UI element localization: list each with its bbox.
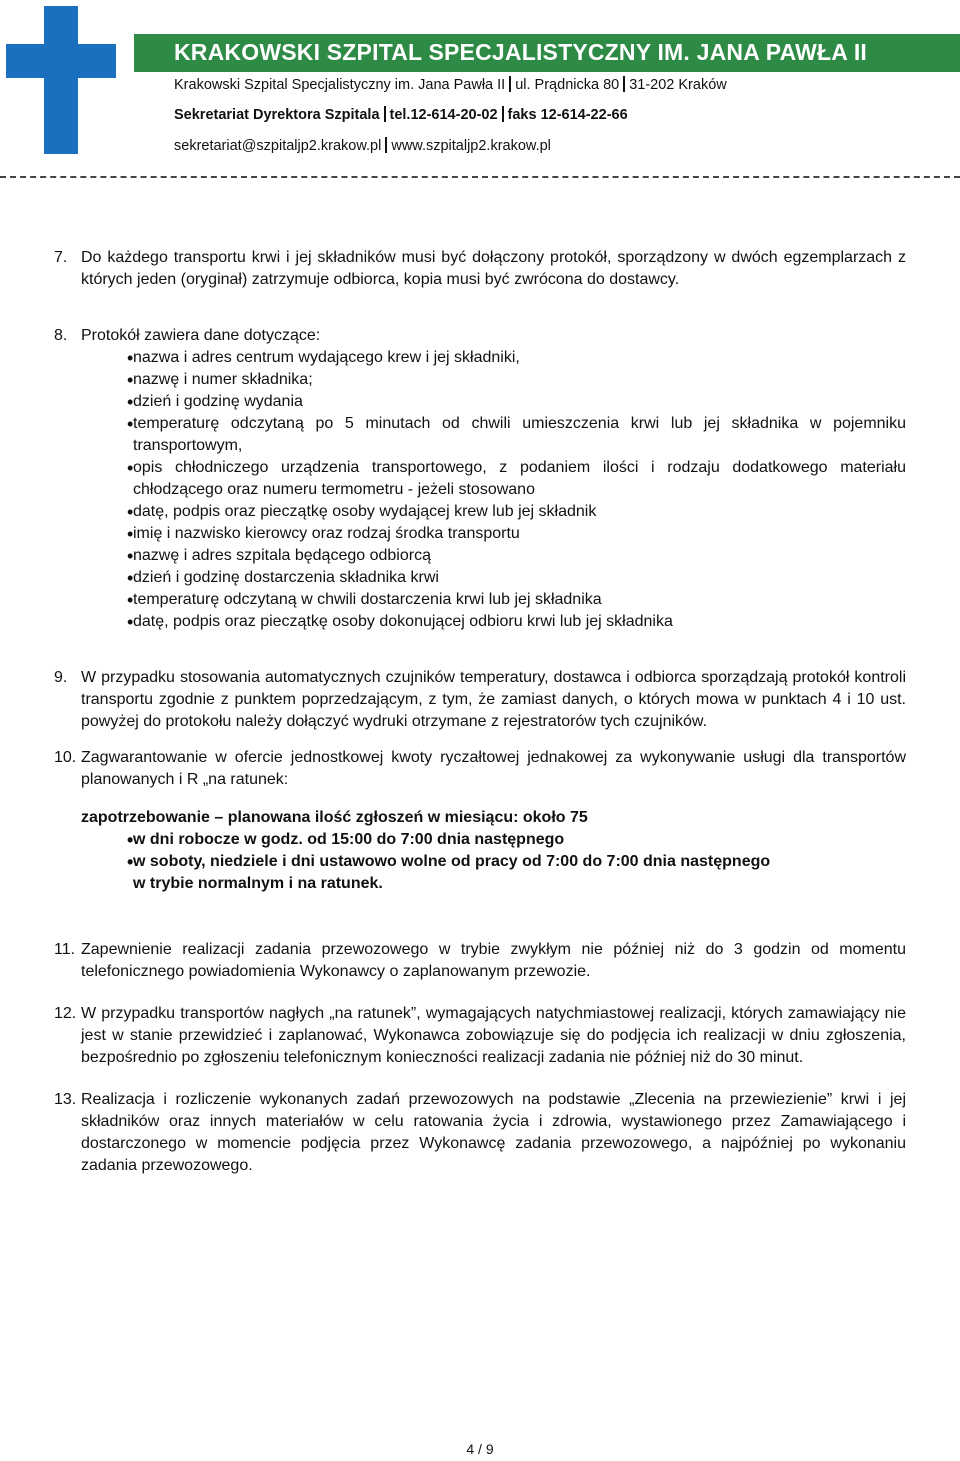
item-text: Zapewnienie realizacji zadania przewozowego w trybie zwykłym nie później niż do 3 godzin od momentu telefonicznego powiadomienia Wykonawcy o zaplanowanym przewozie. (81, 941, 906, 980)
contact-line (174, 106, 628, 123)
list-item: • datę, podpis oraz pieczątkę osoby wydającej krew lub jej składnik (54, 501, 906, 523)
list-item-9 (54, 667, 906, 733)
list-item: • nazwę i numer składnika; (54, 369, 906, 391)
web-line (174, 137, 551, 154)
list-item-10 (54, 747, 906, 895)
document-body (54, 247, 906, 1177)
list-item: • dzień i godzinę dostarczenia składnika krwi (54, 567, 906, 589)
item-number: 10. (54, 749, 77, 766)
item-number: 7. (54, 249, 68, 266)
list-item: • w dni robocze w godz. od 15:00 do 7:00 dnia następnego (54, 829, 906, 851)
schedule-list (81, 829, 906, 873)
demand-summary: zapotrzebowanie – planowana ilość zgłoszeń w miesiącu: około 75 (81, 809, 588, 826)
list-item-7 (54, 247, 906, 291)
list-item: • opis chłodniczego urządzenia transportowego, z podaniem ilości i rodzaju dodatkowego materiału chłodzącego oraz numeru termometru - jeżeli stosowano (54, 457, 906, 501)
list-item-11 (54, 939, 906, 983)
address-line (174, 76, 727, 93)
contact-part: tel.12-614-20-02 (389, 107, 498, 123)
mode-note: w trybie normalnym i na ratunek. (133, 875, 383, 892)
item-text: Protokół zawiera dane dotyczące: (81, 327, 321, 344)
list-item: • temperaturę odczytaną po 5 minutach od chwili umieszczenia krwi lub jej składnika w pojemniku transportowym, (54, 413, 906, 457)
list-item: • datę, podpis oraz pieczątkę osoby dokonującej odbioru krwi lub jej składnika (54, 611, 906, 633)
item-text: Realizacja i rozliczenie wykonanych zadań przewozowych na podstawie „Zlecenia na przewiezienie” krwi i jej składników oraz innych materiałów w celu ratowania życia i zdrowia, wystawionego przez Zamawiającego i dostarczonego w momencie podjęcia przez Wykonawcę zadania przewozowego, a najpóźniej po wykonaniu zadania przewozowego. (81, 1091, 906, 1174)
address-part: 31-202 Kraków (629, 77, 727, 93)
letterhead (0, 0, 960, 185)
list-item: • nazwę i adres szpitala będącego odbiorcą (54, 545, 906, 567)
list-item: • temperaturę odczytaną w chwili dostarczenia krwi lub jej składnika (54, 589, 906, 611)
header-divider (0, 176, 960, 178)
protocol-data-list (81, 347, 906, 633)
list-item-13 (54, 1089, 906, 1177)
item-text: W przypadku stosowania automatycznych czujników temperatury, dostawca i odbiorca sporządzają protokół kontroli transportu zgodnie z punktem poprzedzającym, z tym, że zamiast danych, o których mowa w punktach 4 i 10 ust. powyżej do protokołu należy dołączyć wydruki otrzymane z rejestratorów tych czujników. (81, 669, 906, 730)
list-item: • w soboty, niedziele i dni ustawowo wolne od pracy od 7:00 do 7:00 dnia następnego (54, 851, 906, 873)
hospital-cross-logo (6, 6, 116, 154)
item-number: 11. (54, 941, 76, 958)
address-part: ul. Prądnicka 80 (515, 77, 620, 93)
hospital-name: KRAKOWSKI SZPITAL SPECJALISTYCZNY IM. JANA PAWŁA II (174, 39, 868, 65)
website-link[interactable]: www.szpitaljp2.krakow.pl (391, 138, 551, 154)
list-item: • dzień i godzinę wydania (54, 391, 906, 413)
item-number: 13. (54, 1091, 77, 1108)
item-text: W przypadku transportów nagłych „na ratunek”, wymagających natychmiastowej realizacji, których zamawiający nie jest w stanie przewidzieć i zaplanować, Wykonawca zobowiązuje się do podjęcia ich realizacji w dniu zgłoszenia, bezpośrednio po zgłoszeniu telefonicznym konieczności realizacji zadania nie później niż do 30 minut. (81, 1005, 906, 1066)
list-item: • imię i nazwisko kierowcy oraz rodzaj środka transportu (54, 523, 906, 545)
list-item: • nazwa i adres centrum wydającego krew i jej składniki, (54, 347, 906, 369)
item-text: Do każdego transportu krwi i jej składników musi być dołączony protokół, sporządzony w dwóch egzemplarzach z których jeden (oryginał) zatrzymuje odbiorca, kopia musi być zwrócona do dostawcy. (81, 249, 906, 288)
address-part: Krakowski Szpital Specjalistyczny im. Jana Pawła II (174, 77, 506, 93)
hospital-name-banner (134, 34, 960, 72)
list-item-8 (54, 325, 906, 633)
email-link[interactable]: sekretariat@szpitaljp2.krakow.pl (174, 138, 382, 154)
item-text: Zagwarantowanie w ofercie jednostkowej kwoty ryczałtowej jednakowej za wykonywanie usługi dla transportów planowanych i R „na ratunek: (81, 749, 906, 788)
contact-part: Sekretariat Dyrektora Szpitala (174, 107, 380, 123)
list-item-12 (54, 1003, 906, 1069)
item-number: 12. (54, 1005, 77, 1022)
contact-part: faks 12-614-22-66 (507, 107, 628, 123)
item-number: 8. (54, 327, 68, 344)
item-number: 9. (54, 669, 68, 686)
page-number: 4 / 9 (466, 1441, 494, 1457)
